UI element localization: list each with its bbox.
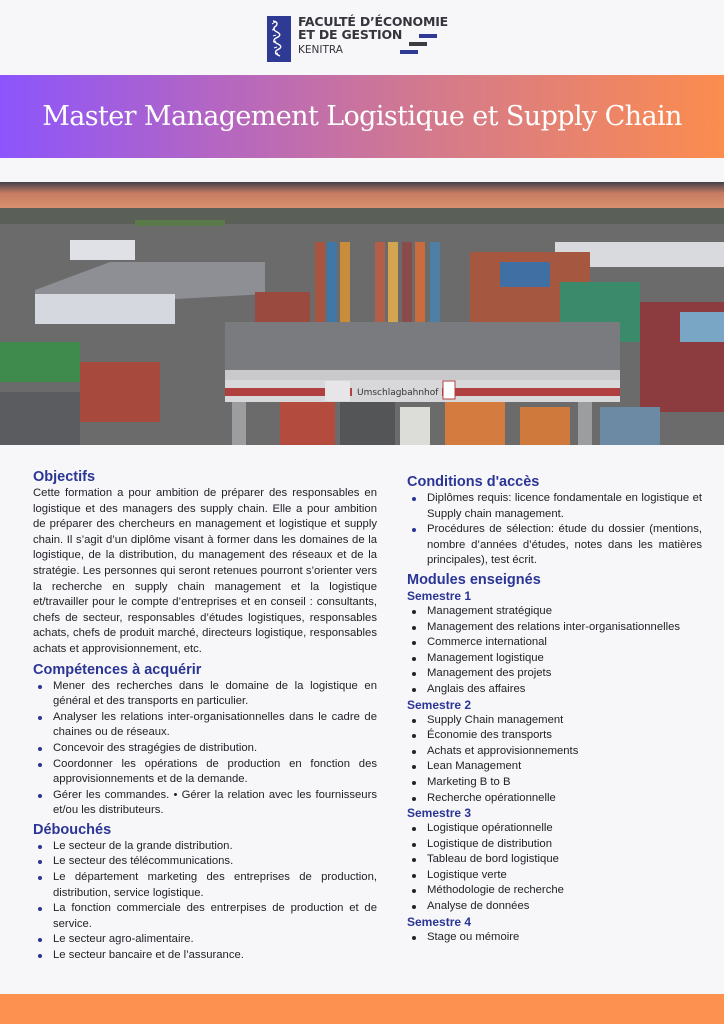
list-item: La fonction commerciale des entrerpises de production et de service. [33, 901, 377, 932]
objectifs-heading: Objectifs [33, 469, 96, 485]
list-item: Logistique opérationnelle [407, 821, 702, 837]
logo-stairs-icon [400, 32, 440, 54]
logo-emblem-icon [267, 16, 291, 62]
list-item: Recherche opérationnelle [407, 791, 702, 807]
logo-city: KENITRA [298, 44, 343, 56]
list-item: Supply Chain management [407, 713, 702, 729]
list-item: Le département marketing des entreprises de production, distribution, service logistique. [33, 870, 377, 901]
right-column [407, 474, 702, 945]
list-item: Management des projets [407, 666, 702, 682]
gantry-sign: Umschlagbahnhof [357, 388, 439, 398]
left-column [33, 469, 377, 964]
list-item: Coordonner les opérations de production en fonction des approvisionnements et de la demande. [33, 757, 377, 788]
conditions-list [407, 491, 702, 569]
competences-heading: Compétences à acquérir [33, 661, 202, 678]
competences-list [33, 679, 377, 819]
list-item: Le secteur des télécommunications. [33, 854, 377, 870]
modules-heading: Modules enseignés [407, 571, 541, 588]
hero-image [0, 182, 724, 445]
list-item: Achats et approvisionnements [407, 744, 702, 760]
objectifs-text: Cette formation a pour ambition de préparer des responsables en logistique et des managers des supply chain. Elle a pour ambition de préparer des chercheurs en management et logistique et supply chain. Il s’agit d’un diplôme visant à former dans les domaines de la logistique, de la distribution, du management des réseaux et de la stratégie. Les personnes qui seront retenues pourront s’orienter vers la recherche en supply chain management et la logistique et/travailler pour le compte d’entreprises et en conseil : consultants, chefs de secteur, responsables d’études logistiques, responsables achats, chefs de produit marché, directeurs logistique, responsables achats et approvisionnement, etc. [33, 487, 377, 655]
conditions-heading: Conditions d'accès [407, 474, 540, 490]
semester-3-heading: Semestre 3 [407, 806, 472, 821]
list-item: Gérer les commandes. • Gérer la relation avec les fournisseurs et/ou les distributeurs. [33, 788, 377, 819]
logo-title-line1: FACULTÉ D’ÉCONOMIE [298, 14, 448, 29]
list-item: Le secteur agro-alimentaire. [33, 932, 377, 948]
list-item: Analyse de données [407, 899, 702, 915]
list-item: Management logistique [407, 651, 702, 667]
list-item: Management des relations inter-organisationnelles [407, 620, 702, 636]
footer-band [0, 994, 724, 1024]
list-item: Lean Management [407, 759, 702, 775]
page-title: Master Management Logistique et Supply Chain [42, 101, 682, 132]
logo-title-line2: ET DE GESTION [298, 27, 403, 42]
list-item: Analyser les relations inter-organisationnelles dans le cadre de chaines ou de réseaux. [33, 710, 377, 741]
semester-1-heading: Semestre 1 [407, 588, 472, 603]
semester-1-list [407, 604, 702, 698]
list-item: Anglais des affaires [407, 682, 702, 698]
debouches-list [33, 839, 377, 964]
list-item: Logistique verte [407, 868, 702, 884]
semester-4-heading: Semestre 4 [407, 914, 472, 929]
list-item: Concevoir des stragégies de distribution. [33, 741, 377, 757]
list-item: Tableau de bord logistique [407, 852, 702, 868]
list-item: Mener des recherches dans le domaine de la logistique en général et des transports en particulier. [33, 679, 377, 710]
list-item: Le secteur de la grande distribution. [33, 839, 377, 855]
list-item: Marketing B to B [407, 775, 702, 791]
debouches-heading: Débouchés [33, 821, 112, 838]
list-item: Le secteur bancaire et de l’assurance. [33, 948, 377, 964]
list-item: Logistique de distribution [407, 837, 702, 853]
list-item: Stage ou mémoire [407, 930, 702, 946]
semester-3-list [407, 821, 702, 915]
semester-2-list [407, 713, 702, 807]
list-item: Méthodologie de recherche [407, 883, 702, 899]
list-item: Commerce international [407, 635, 702, 651]
list-item: Diplômes requis: licence fondamentale en logistique et Supply chain management. [407, 491, 702, 522]
list-item: Procédures de sélection: étude du dossier (mentions, nombre d’années d’études, notes dans les matières principales), test écrit. [407, 522, 702, 569]
title-banner [0, 75, 724, 158]
semester-2-heading: Semestre 2 [407, 697, 472, 712]
list-item: Management stratégique [407, 604, 702, 620]
semester-4-list [407, 930, 702, 946]
list-item: Économie des transports [407, 728, 702, 744]
